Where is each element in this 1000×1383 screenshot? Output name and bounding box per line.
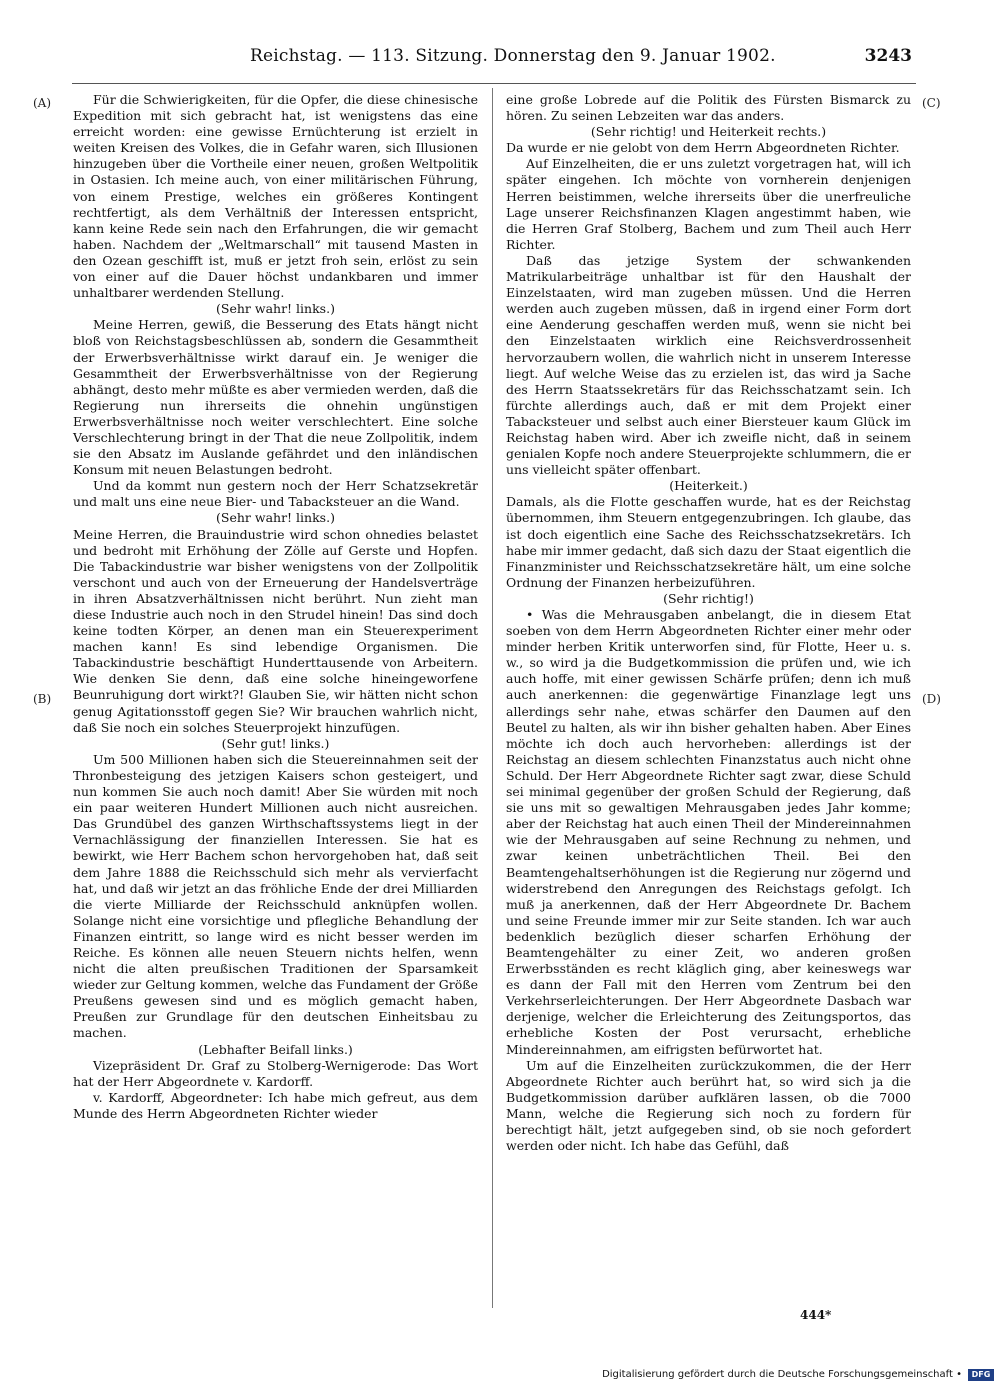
paragraph: Auf Einzelheiten, die er uns zuletzt vorgetragen hat, will ich später eingehen. Ich möchte von vornherein denjenigen Herren beistimmen, welche ihrerseits über die unerfreuliche Lage unserer Reichsfinanzen Klagen angestimmt haben, wie die Herren Graf Stolberg, Bachem und zum Theil auch Herr Richter. <box>506 156 911 252</box>
interjection: (Lebhafter Beifall links.) <box>198 1041 353 1057</box>
interjection: (Sehr richtig!) <box>663 590 754 606</box>
paragraph: Um auf die Einzelheiten zurückzukommen, die der Herr Abgeordnete Richter auch berührt hat, so wird sich ja die Budgetkommission darüber aufklären lassen, ob die 7000 Mann, welche die Regierung sich noch zu fordern für berechtigt hält, jetzt aufgegeben sind, ob sie noch gefordert werden oder nicht. Ich habe das Gefühl, daß <box>506 1057 911 1154</box>
paragraph: Und da kommt nun gestern noch der Herr Schatzsekretär und malt uns eine neue Bier- und Tabacksteuer an die Wand. <box>73 478 478 510</box>
paragraph: Da wurde er nie gelobt von dem Herrn Abgeordneten Richter. <box>506 140 900 156</box>
paragraph: Vizepräsident Dr. Graf zu Stolberg-Wernigerode: Das Wort hat der Herr Abgeordnete v. Kardorff. <box>73 1057 478 1089</box>
column-divider <box>492 88 493 1308</box>
right-column <box>506 92 911 1154</box>
interjection: (Sehr wahr! links.) <box>216 301 335 317</box>
margin-mark-d: (D) <box>922 692 941 706</box>
page-number: 3243 <box>864 46 912 66</box>
margin-mark-b: (B) <box>33 692 52 706</box>
running-head: Reichstag. — 113. Sitzung. Donnerstag den 9. Januar 1902. <box>250 46 776 66</box>
interjection: (Sehr richtig! und Heiterkeit rechts.) <box>590 124 827 140</box>
header-rule <box>72 83 916 84</box>
funding-note: Digitalisierung gefördert durch die Deutsche Forschungsgemeinschaft • <box>602 1369 962 1380</box>
paragraph: • Was die Mehrausgaben anbelangt, die in diesem Etat soeben von dem Herrn Abgeordneten Richter einer mehr oder minder herben Kritik unterworfen sind, für Flotte, Heer u. s. w., so wird ja die Budgetkommission die prüfen und, wie ich auch hoffe, mit einer gewissen Schärfe prüfen; denn ich muß auch anerkennen: die gegenwärtige Finanzlage legt uns allerdings sehr nahe, etwas schärfer den Daumen auf den Beutel zu halten, als wir ihn bisher gehalten haben. Aber Eines möchte ich doch auch hervorheben: allerdings ist der Reichstag an diesem schlechten Finanzstatus auch nicht ohne Schuld. Der Herr Abgeordnete Richter sagt zwar, diese Schuld sei minimal gegenüber der großen Schuld der Regierung, daß sie uns mit so gewaltigen Mehrausgaben jedes Jahr komme; aber der Reichstag hat auch einen Theil der Mindereinnahmen wie der Mehrausgaben auf seine Rechnung zu nehmen, und zwar keinen unbeträchtlichen Theil. Bei den Beamtengehaltserhöhungen ist die Regierung nur zögernd und widerstrebend den Anregungen des Reichstags gefolgt. Ich muß ja anerkennen, daß der Herr Abgeordnete Dr. Bachem und seine Freunde immer mir zur Seite standen. Ich war auch bedenklich bezüglich dieser scharfen Erhöhung der Beamtengehälter zu einer Zeit, wo anderen großen Erwerbsständen es recht kläglich ging, aber keineswegs war es dann der Fall mit den Herren vom Zentrum bei den Verkehrserleichterungen. Der Herr Abgeordnete Dasbach war derjenige, welcher die Erleichterung des Zeitungsportos, das erhebliche Kosten der Post verursacht, erhebliche Mindereinnahmen, am eifrigsten befürwortet hat. <box>506 607 911 1057</box>
paragraph: v. Kardorff, Abgeordneter: Ich habe mich gefreut, aus dem Munde des Herrn Abgeordneten Richter wieder <box>73 1089 478 1121</box>
paragraph: Meine Herren, die Brauindustrie wird schon ohnedies belastet und bedroht mit Erhöhung der Zölle auf Gerste und Hopfen. Die Tabackindustrie war bisher wenigstens von der Zollpolitik verschont und auch von der Erneuerung der Handelsverträge in ihren Absatzverhältnissen nicht berührt. Nun zieht man diese Industrie auch noch in den Strudel hinein! Das sind doch keine todten Körper, an denen man ein Steuerexperiment machen kann! Es sind lebendige Organismen. Die Tabackindustrie beschäftigt Hunderttausende von Arbeitern. Wie denken Sie denn, daß eine solche hineingeworfene Beunruhigung dort wirkt?! Glauben Sie, wir hätten nicht schon genug Agitationsstoff gegen Sie? Wir brauchen wahrlich nicht, daß Sie noch ein solches Steuerprojekt hinzufügen. <box>73 526 478 735</box>
margin-mark-a: (A) <box>33 96 52 110</box>
interjection: (Heiterkeit.) <box>669 478 748 494</box>
signature-mark: 444* <box>800 1308 832 1322</box>
margin-mark-c: (C) <box>922 96 941 110</box>
left-column <box>73 92 478 1122</box>
dfg-logo: DFG <box>968 1369 994 1381</box>
paragraph: Meine Herren, gewiß, die Besserung des Etats hängt nicht bloß von Reichstagsbeschlüssen ab, sondern die Gesammtheit der Erwerbsverhältnisse wirkt darauf ein. Je weniger die Gesammtheit der Erwerbsverhältnisse von der Regierung abhängt, desto mehr müßte es aber vermieden werden, daß die Regierung nun ihrerseits die ohnehin ungünstigen Erwerbsverhältnisse noch weiter verschlechtert. Eine solche Verschlechterung bringt in der That die neue Zollpolitik, indem sie den Absatz im Auslande gefährdet und den inländischen Konsum mit neuen Belastungen bedroht. <box>73 317 478 478</box>
paragraph: Für die Schwierigkeiten, für die Opfer, die diese chinesische Expedition mit sich gebracht hat, ist wenigstens das eine erreicht worden: eine gewisse Ernüchterung ist erzielt in weiten Kreisen des Volkes, die in Gefahr waren, sich Illusionen hinzugeben über die Vortheile einer neuen, großen Weltpolitik in Ostasien. Ich meine auch, von einer militärischen Führung, von einem Prestige, welches ein größeres Kontingent rechtfertigt, als dem Verhältniß der Interessen entspricht, kann keine Rede sein nach den Erfahrungen, die wir gemacht haben. Nachdem der „Weltmarschall“ mit tausend Masten in den Ozean geschifft ist, muß er jetzt froh sein, erlöst zu sein von einer auf die Dauer höchst undankbaren und immer unhaltbarer werdenden Stellung. <box>73 92 478 301</box>
paragraph: Um 500 Millionen haben sich die Steuereinnahmen seit der Thronbesteigung des jetzigen Kaisers schon gesteigert, und nun kommen Sie auch noch damit! Aber Sie würden mit noch ein paar weiteren Hundert Millionen auch nicht ausreichen. Das Grundübel des ganzen Wirthschaftssystems liegt in der Vernachlässigung der finanziellen Interessen. Sie hat es bewirkt, wie Herr Bachem schon hervorgehoben hat, daß seit dem Jahre 1888 die Reichsschuld sich mehr als vervierfacht hat, und daß wir jetzt an das fröhliche Ende der drei Milliarden die vierte Milliarde der Reichsschuld anknüpfen wollen. Solange nicht eine vorsichtige und pflegliche Behandlung der Finanzen eintritt, so lange wird es nicht besser werden im Reiche. Es können alle neuen Steuern nichts helfen, wenn nicht die alten preußischen Traditionen der Sparsamkeit wieder zur Geltung kommen, welche das Fundament der Größe Preußens gewesen sind und es möglich gemacht haben, Preußen zur Grundlage für den deutschen Einheitsbau zu machen. <box>73 751 478 1041</box>
paragraph: eine große Lobrede auf die Politik des Fürsten Bismarck zu hören. Zu seinen Lebzeiten war das anders. <box>506 92 911 124</box>
paragraph: Daß das jetzige System der schwankenden Matrikularbeiträge unhaltbar ist für den Haushalt der Einzelstaaten, wird man zugeben müssen. Und die Herren werden auch zugeben müssen, daß in irgend einer Form dort eine Aenderung geschaffen werden muß, wenn sie nicht bei den Einzelstaaten wirklich eine Reichsverdrossenheit hervorzaubern wollen, die wahrlich nicht in unserem Interesse liegt. Auf welche Weise das zu erzielen ist, das wird ja Sache des Herrn Staatssekretärs für das Reichsschatzamt sein. Ich fürchte allerdings auch, daß er mit dem Projekt einer Tabacksteuer und selbst auch einer Biersteuer kaum Glück im Reichstag haben wird. Aber ich zweifle nicht, daß in seinem genialen Kopfe noch andere Steuerprojekte schlummern, die er uns vielleicht später offenbart. <box>506 252 911 478</box>
footer-bar <box>600 1366 1000 1383</box>
interjection: (Sehr wahr! links.) <box>216 510 335 526</box>
paragraph: Damals, als die Flotte geschaffen wurde, hat es der Reichstag übernommen, ihm Steuern entgegenzubringen. Ich glaube, das ist doch eigentlich eine Sache des Reichsschatzsekretärs. Ich habe mir immer gedacht, daß sich dazu der Staat eigentlich die Finanzminister und Reichsschatzsekretäre hält, um eine solche Ordnung der Finanzen herbeizuführen. <box>506 494 911 590</box>
interjection: (Sehr gut! links.) <box>221 735 330 751</box>
